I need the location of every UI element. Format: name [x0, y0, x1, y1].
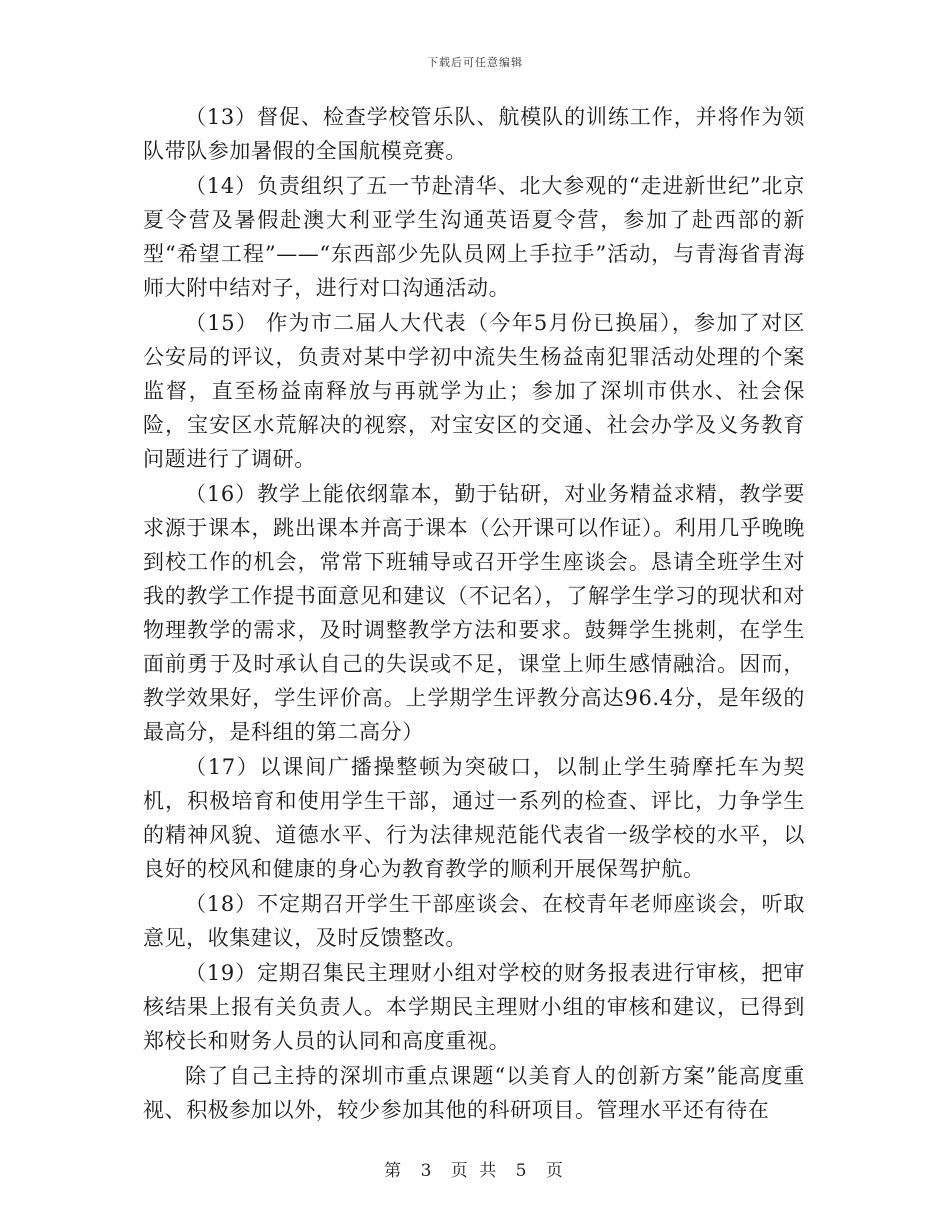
- paragraph-summary: 除了自己主持的深圳市重点课题“以美育人的创新方案”能高度重视、积极参加以外，较少参加其他的科研项目。管理水平还有待在: [143, 1064, 805, 1122]
- paragraph-16: （16）教学上能依纲靠本，勤于钻研，对业务精益求精，教学要求源于课本，跳出课本并高于课本（公开课可以作证）。利用几乎晚晚到校工作的机会，常常下班辅导或召开学生座谈会。恳请全班学生对我的教学工作提书面意见和建议（不记名），了解学生学习的现状和对物理教学的需求，及时调整教学方法和要求。鼓舞学生挑刺，在学生面前勇于及时承认自己的失误或不足，课堂上师生感情融洽。因而，教学效果好，学生评价高。上学期学生评教分高达96.4分，是年级的最高分，是科组的第二高分）: [143, 482, 805, 744]
- footer-current-page: 3: [420, 1161, 435, 1181]
- paragraph-14: （14）负责组织了五一节赴清华、北大参观的“走进新世纪”北京夏令营及暑假赴澳大利亚学生沟通英语夏令营，参加了赴西部的新型“希望工程”——“东西部少先队员网上手拉手”活动，与青海省青海师大附中结对子，进行对口沟通活动。: [143, 174, 805, 300]
- paragraph-15: （15） 作为市二届人大代表（今年5月份已换届），参加了对区公安局的评议，负责对某中学初中流失生杨益南犯罪活动处理的个案监督，直至杨益南释放与再就学为止；参加了深圳市供水、社会保险，宝安区水荒解决的视察，对宝安区的交通、社会办学及义务教育问题进行了调研。: [143, 311, 805, 471]
- page-footer: [0, 1156, 950, 1181]
- paragraph-18: （18）不定期召开学生干部座谈会、在校青年老师座谈会，听取意见，收集建议，及时反馈整改。: [143, 892, 805, 950]
- paragraph-19: （19）定期召集民主理财小组对学校的财务报表进行审核，把审核结果上报有关负责人。本学期民主理财小组的审核和建议，已得到郑校长和财务人员的认同和高度重视。: [143, 961, 805, 1053]
- paragraph-13: （13）督促、检查学校管乐队、航模队的训练工作，并将作为领队带队参加暑假的全国航模竞赛。: [143, 105, 805, 163]
- footer-total-pages: 5: [515, 1161, 530, 1181]
- paragraph-17: （17）以课间广播操整顿为突破口，以制止学生骑摩托车为契机，积极培育和使用学生干部，通过一系列的检查、评比，力争学生的精神风貌、道德水平、行为法律规范能代表省一级学校的水平，以良好的校风和健康的身心为教育教学的顺利开展保驾护航。: [143, 755, 805, 881]
- document-body: [143, 100, 805, 1128]
- footer-prefix: 第: [384, 1161, 405, 1181]
- footer-suffix: 页: [545, 1161, 566, 1181]
- footer-middle: 页 共: [450, 1161, 500, 1181]
- header-note: 下载后可任意编辑: [427, 56, 523, 69]
